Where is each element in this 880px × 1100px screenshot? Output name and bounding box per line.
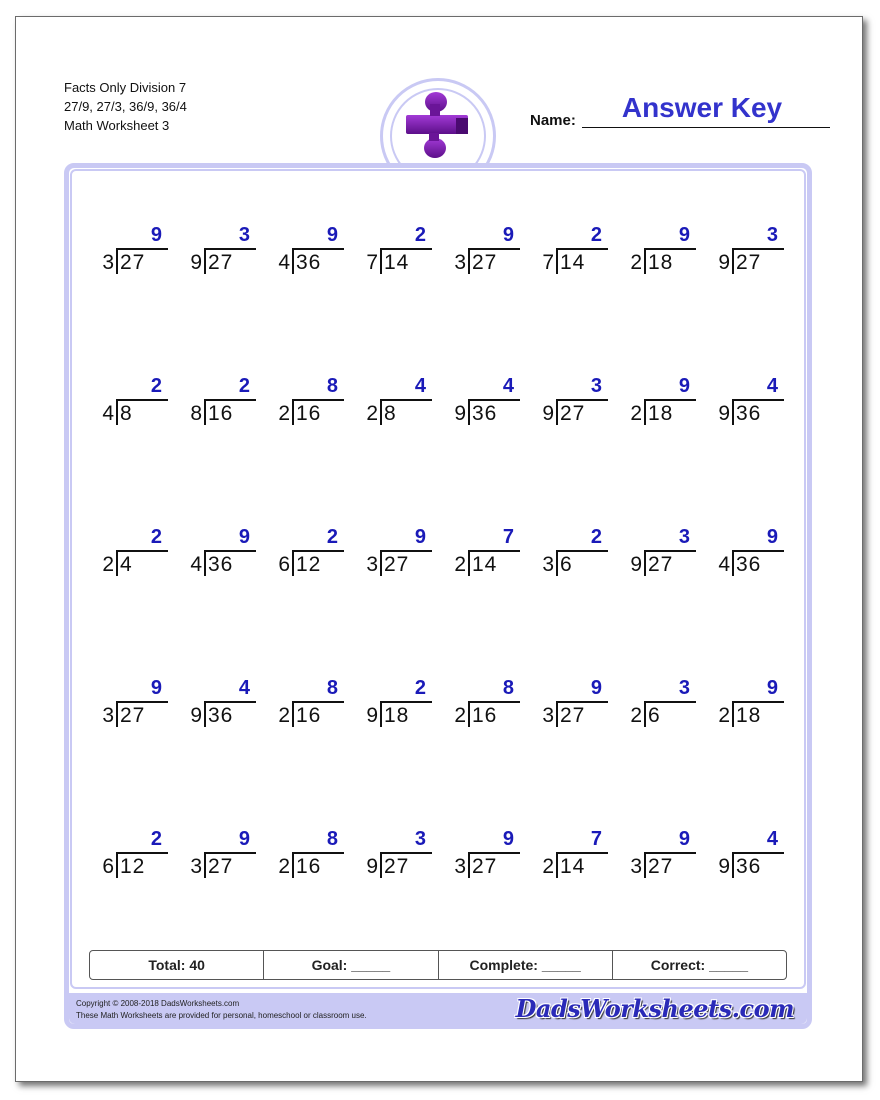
divisor: 2: [630, 251, 642, 274]
division-problem: [264, 224, 344, 284]
division-bar: [644, 399, 696, 401]
division-problem: [176, 375, 256, 435]
divisor: 2: [102, 553, 114, 576]
dividend: 18: [648, 402, 674, 425]
quotient: 9: [150, 224, 162, 246]
quotient: 2: [326, 526, 338, 548]
copyright-notice: [76, 998, 367, 1022]
division-bracket: [204, 852, 206, 878]
division-bracket: [292, 248, 294, 274]
division-bracket: [292, 701, 294, 727]
division-problem: [88, 526, 168, 586]
divisor: 4: [102, 402, 114, 425]
division-problem: [704, 375, 784, 435]
division-bracket: [380, 852, 382, 878]
quotient: 4: [238, 677, 250, 699]
division-problem: [352, 375, 432, 435]
division-bar: [644, 852, 696, 854]
quotient: 9: [238, 828, 250, 850]
division-problem: [440, 828, 520, 888]
division-problem: [352, 677, 432, 737]
dividend: 12: [120, 855, 146, 878]
quotient: 8: [326, 677, 338, 699]
division-problem: [88, 224, 168, 284]
worksheet-facts: 27/9, 27/3, 36/9, 36/4: [64, 99, 187, 114]
division-bracket: [732, 550, 734, 576]
total-cell: Total: 40: [90, 951, 264, 979]
division-problem: [528, 677, 608, 737]
quotient: 3: [678, 526, 690, 548]
division-bar: [204, 399, 256, 401]
dividend: 36: [736, 402, 762, 425]
division-bar: [732, 399, 784, 401]
division-bar: [556, 248, 608, 250]
complete-cell[interactable]: Complete: _____: [439, 951, 613, 979]
division-problem: [88, 677, 168, 737]
division-bar: [380, 701, 432, 703]
quotient: 9: [766, 526, 778, 548]
quotient: 7: [502, 526, 514, 548]
division-problem: [528, 375, 608, 435]
division-bracket: [380, 550, 382, 576]
copyright-line: Copyright © 2008-2018 DadsWorksheets.com: [76, 999, 240, 1008]
division-problem: [528, 526, 608, 586]
division-problem: [704, 677, 784, 737]
division-bracket: [644, 248, 646, 274]
division-problem: [704, 224, 784, 284]
divisor: 6: [102, 855, 114, 878]
division-bracket: [116, 399, 118, 425]
division-bracket: [204, 248, 206, 274]
division-bar: [468, 248, 520, 250]
division-problem: [616, 375, 696, 435]
divisor: 9: [454, 402, 466, 425]
quotient: 4: [414, 375, 426, 397]
divisor: 2: [630, 704, 642, 727]
divisor: 9: [190, 251, 202, 274]
division-bar: [556, 701, 608, 703]
quotient: 8: [502, 677, 514, 699]
quotient: 9: [678, 828, 690, 850]
divisor: 3: [454, 855, 466, 878]
division-problem: [88, 375, 168, 435]
division-bracket: [380, 248, 382, 274]
quotient: 2: [414, 677, 426, 699]
divisor: 4: [190, 553, 202, 576]
division-problem: [264, 375, 344, 435]
division-problem: [352, 828, 432, 888]
dividend: 36: [296, 251, 322, 274]
dividend: 27: [120, 251, 146, 274]
divisor: 9: [718, 402, 730, 425]
divisor: 2: [278, 402, 290, 425]
quotient: 4: [766, 828, 778, 850]
division-problem: [264, 526, 344, 586]
dividend: 14: [384, 251, 410, 274]
divisor: 8: [190, 402, 202, 425]
dividend: 16: [472, 704, 498, 727]
division-problem: [264, 677, 344, 737]
division-problem: [704, 526, 784, 586]
quotient: 9: [678, 375, 690, 397]
divisor: 9: [718, 855, 730, 878]
quotient: 3: [766, 224, 778, 246]
division-bracket: [468, 550, 470, 576]
division-bar: [644, 248, 696, 250]
quotient: 2: [150, 526, 162, 548]
division-problem: [176, 224, 256, 284]
division-problem: [176, 677, 256, 737]
division-bar: [292, 550, 344, 552]
division-bar: [116, 701, 168, 703]
division-bar: [468, 550, 520, 552]
divisor: 3: [542, 704, 554, 727]
division-bracket: [556, 248, 558, 274]
divisor: 7: [366, 251, 378, 274]
quotient: 2: [590, 526, 602, 548]
division-bar: [732, 550, 784, 552]
division-bar: [292, 248, 344, 250]
division-problem: [616, 828, 696, 888]
quotient: 9: [238, 526, 250, 548]
dividend: 16: [296, 402, 322, 425]
dadsworksheets-logo: DadsWorksheets.com: [515, 994, 794, 1023]
division-bar: [116, 399, 168, 401]
dividend: 8: [120, 402, 133, 425]
dividend: 4: [120, 553, 133, 576]
division-bar: [644, 550, 696, 552]
dividend: 27: [472, 251, 498, 274]
dividend: 27: [208, 251, 234, 274]
dividend: 27: [384, 855, 410, 878]
worksheet-title: Facts Only Division 7: [64, 80, 187, 95]
division-bracket: [556, 701, 558, 727]
divisor: 2: [630, 402, 642, 425]
division-bar: [116, 550, 168, 552]
dividend: 36: [208, 704, 234, 727]
division-bracket: [732, 852, 734, 878]
dividend: 36: [736, 553, 762, 576]
quotient: 9: [766, 677, 778, 699]
division-problem: [352, 224, 432, 284]
quotient: 4: [766, 375, 778, 397]
dividend: 27: [208, 855, 234, 878]
division-problem: [616, 224, 696, 284]
division-bracket: [644, 399, 646, 425]
division-bracket: [292, 852, 294, 878]
division-bracket: [292, 399, 294, 425]
division-problem: [440, 224, 520, 284]
division-bar: [292, 399, 344, 401]
division-bar: [556, 399, 608, 401]
divisor: 9: [366, 855, 378, 878]
correct-cell[interactable]: Correct: _____: [650, 957, 749, 973]
divisor: 3: [454, 251, 466, 274]
divisor: 9: [542, 402, 554, 425]
division-bar: [380, 550, 432, 552]
divisor: 9: [190, 704, 202, 727]
division-problem: [616, 677, 696, 737]
division-bar: [380, 248, 432, 250]
dividend: 27: [384, 553, 410, 576]
division-problem: [616, 526, 696, 586]
division-bar: [732, 248, 784, 250]
divisor: 2: [454, 553, 466, 576]
division-bar: [204, 248, 256, 250]
divisor: 2: [278, 704, 290, 727]
dividend: 14: [560, 251, 586, 274]
quotient: 9: [414, 526, 426, 548]
dividend: 18: [736, 704, 762, 727]
dividend: 27: [560, 704, 586, 727]
divisor: 3: [542, 553, 554, 576]
divisor: 3: [102, 251, 114, 274]
division-problem: [440, 526, 520, 586]
divisor: 9: [366, 704, 378, 727]
division-bar: [116, 852, 168, 854]
division-bracket: [116, 701, 118, 727]
division-bar: [292, 701, 344, 703]
division-problem: [528, 224, 608, 284]
quotient: 9: [678, 224, 690, 246]
quotient: 9: [502, 224, 514, 246]
division-bar: [556, 852, 608, 854]
division-bracket: [556, 852, 558, 878]
division-bracket: [468, 852, 470, 878]
division-bracket: [204, 399, 206, 425]
division-bracket: [380, 701, 382, 727]
division-bar: [644, 701, 696, 703]
dividend: 16: [296, 704, 322, 727]
division-bar: [732, 701, 784, 703]
quotient: 7: [590, 828, 602, 850]
division-bar: [468, 701, 520, 703]
dividend: 18: [648, 251, 674, 274]
dividend: 18: [384, 704, 410, 727]
division-problem: [264, 828, 344, 888]
division-bracket: [204, 550, 206, 576]
answer-key-text: Answer Key: [621, 92, 783, 123]
division-bracket: [732, 701, 734, 727]
division-bar: [380, 852, 432, 854]
division-bar: [732, 852, 784, 854]
division-bar: [204, 550, 256, 552]
quotient: 9: [590, 677, 602, 699]
divisor: 9: [718, 251, 730, 274]
division-bracket: [644, 550, 646, 576]
dividend: 14: [472, 553, 498, 576]
division-bracket: [116, 248, 118, 274]
division-bracket: [732, 248, 734, 274]
division-bracket: [468, 399, 470, 425]
division-bracket: [644, 701, 646, 727]
dividend: 8: [384, 402, 397, 425]
score-summary: [89, 950, 787, 980]
quotient: 2: [150, 375, 162, 397]
dividend: 27: [736, 251, 762, 274]
quotient: 8: [326, 375, 338, 397]
dividend: 6: [560, 553, 573, 576]
dividend: 36: [736, 855, 762, 878]
quotient: 2: [238, 375, 250, 397]
worksheet-header: [64, 78, 187, 135]
division-bracket: [116, 550, 118, 576]
quotient: 2: [150, 828, 162, 850]
divisor: 3: [630, 855, 642, 878]
division-problem: [88, 828, 168, 888]
quotient: 4: [502, 375, 514, 397]
division-bracket: [116, 852, 118, 878]
quotient: 9: [150, 677, 162, 699]
division-bar: [380, 399, 432, 401]
divisor: 2: [454, 704, 466, 727]
divisor: 3: [102, 704, 114, 727]
divisor: 2: [278, 855, 290, 878]
division-bracket: [556, 399, 558, 425]
dividend: 36: [472, 402, 498, 425]
divisor: 2: [718, 704, 730, 727]
divisor: 3: [366, 553, 378, 576]
goal-cell[interactable]: Goal: _____: [264, 951, 438, 979]
division-problem: [176, 526, 256, 586]
division-problem: [440, 375, 520, 435]
dividend: 14: [560, 855, 586, 878]
division-problem: [528, 828, 608, 888]
divisor: 9: [630, 553, 642, 576]
division-bracket: [380, 399, 382, 425]
dividend: 27: [472, 855, 498, 878]
division-bracket: [204, 701, 206, 727]
quotient: 8: [326, 828, 338, 850]
division-problem: [440, 677, 520, 737]
quotient: 3: [238, 224, 250, 246]
divisor: 7: [542, 251, 554, 274]
divisor: 4: [718, 553, 730, 576]
usage-notice: These Math Worksheets are provided for personal, homeschool or classroom use.: [76, 1011, 367, 1020]
divisor: 2: [366, 402, 378, 425]
dividend: 27: [648, 855, 674, 878]
division-bar: [292, 852, 344, 854]
quotient: 3: [590, 375, 602, 397]
divisor: 6: [278, 553, 290, 576]
division-problem: [704, 828, 784, 888]
dividend: 27: [560, 402, 586, 425]
quotient: 9: [326, 224, 338, 246]
dividend: 12: [296, 553, 322, 576]
quotient: 9: [502, 828, 514, 850]
division-bracket: [732, 399, 734, 425]
dividend: 6: [648, 704, 661, 727]
dividend: 16: [208, 402, 234, 425]
quotient: 3: [414, 828, 426, 850]
dividend: 16: [296, 855, 322, 878]
division-bar: [204, 701, 256, 703]
name-field-line[interactable]: [582, 127, 830, 128]
division-bar: [204, 852, 256, 854]
division-bracket: [468, 701, 470, 727]
division-bar: [468, 852, 520, 854]
divisor: 3: [190, 855, 202, 878]
division-problem: [352, 526, 432, 586]
division-bracket: [556, 550, 558, 576]
worksheet-number: Math Worksheet 3: [64, 118, 170, 133]
division-bar: [468, 399, 520, 401]
division-bar: [116, 248, 168, 250]
division-problem: [176, 828, 256, 888]
dividend: 27: [648, 553, 674, 576]
divisor: 2: [542, 855, 554, 878]
quotient: 2: [414, 224, 426, 246]
quotient: 3: [678, 677, 690, 699]
dividend: 36: [208, 553, 234, 576]
division-bracket: [468, 248, 470, 274]
name-label: Name:: [530, 112, 576, 129]
division-bracket: [644, 852, 646, 878]
division-bracket: [292, 550, 294, 576]
division-sign-icon: [398, 88, 478, 170]
dividend: 27: [120, 704, 146, 727]
divisor: 4: [278, 251, 290, 274]
quotient: 2: [590, 224, 602, 246]
division-bar: [556, 550, 608, 552]
